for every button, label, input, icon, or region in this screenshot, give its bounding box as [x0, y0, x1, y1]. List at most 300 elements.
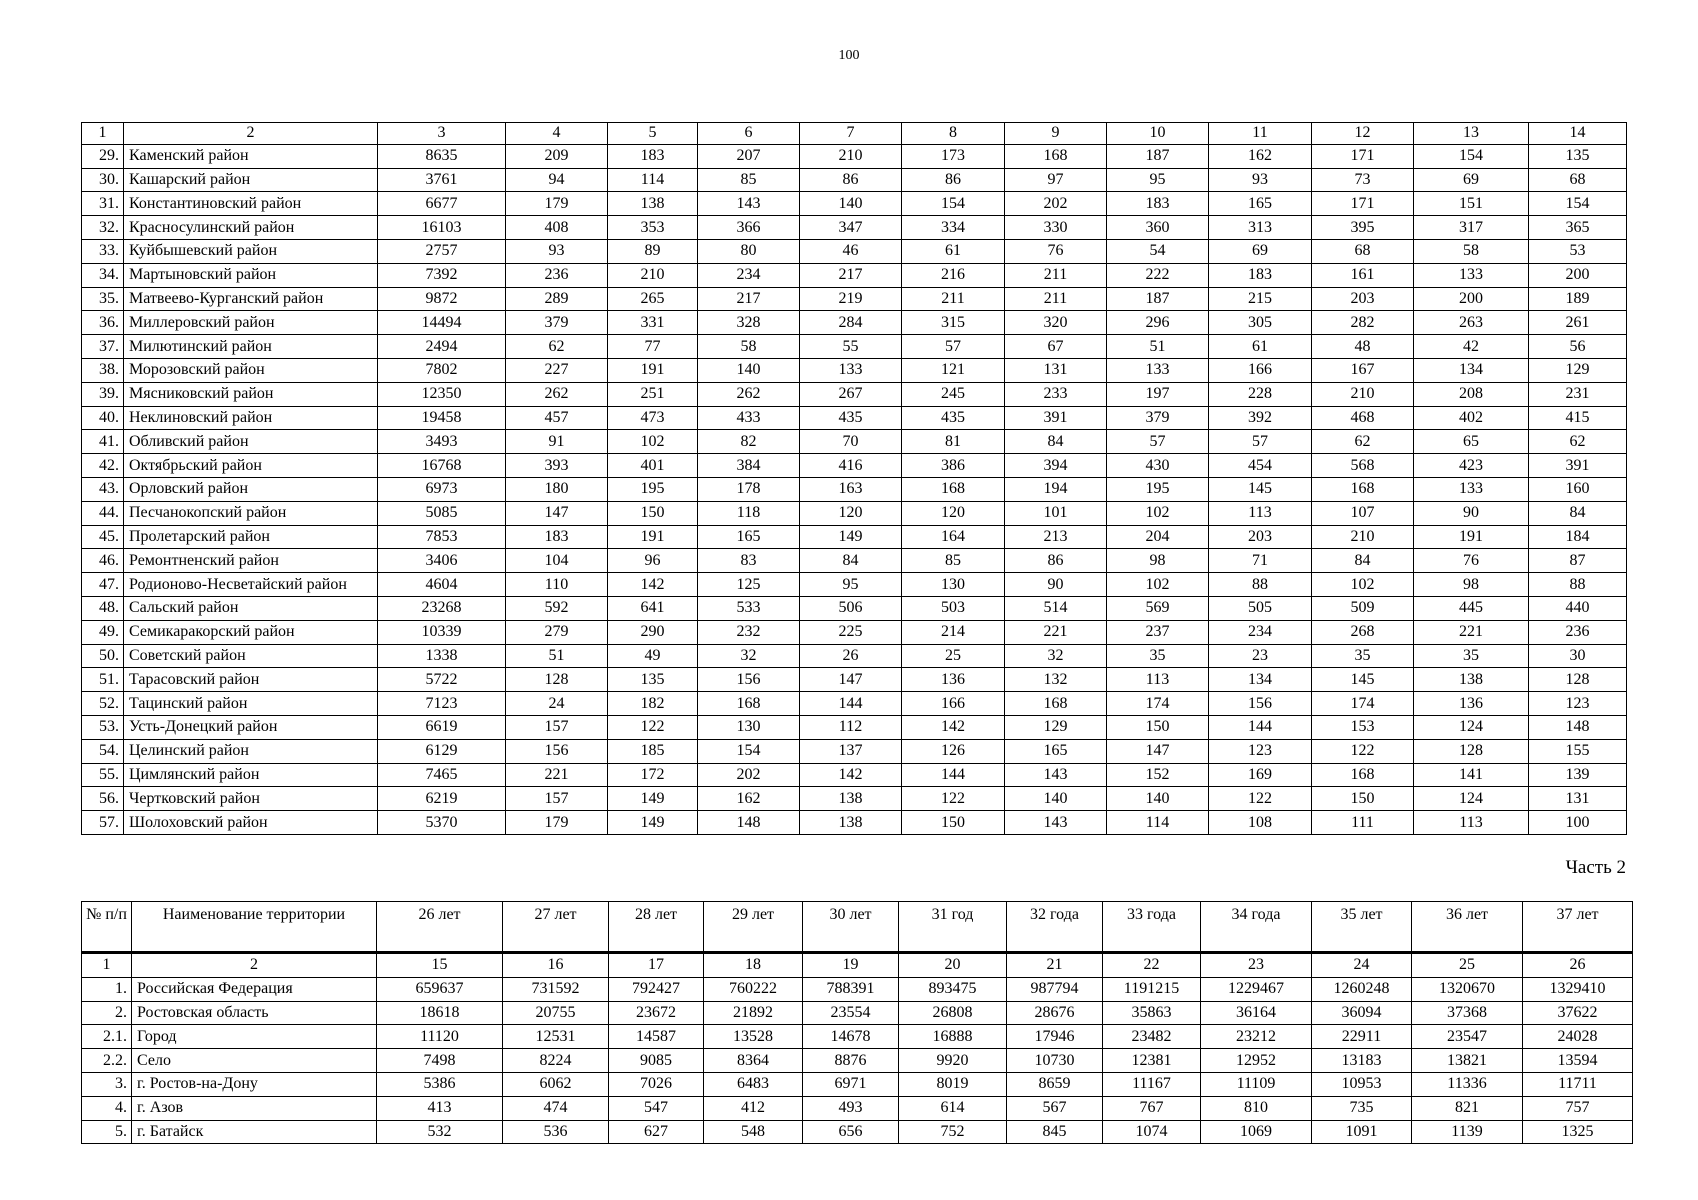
value-cell: 180 [506, 477, 608, 501]
value-cell: 191 [608, 525, 698, 549]
value-cell: 120 [800, 501, 902, 525]
value-cell: 123 [1529, 692, 1627, 716]
value-cell: 129 [1529, 358, 1627, 382]
value-cell: 365 [1529, 216, 1627, 240]
value-cell: 214 [902, 620, 1005, 644]
table-row [82, 644, 1627, 668]
value-cell: 129 [1005, 715, 1107, 739]
value-cell: 113 [1107, 668, 1209, 692]
value-cell: 167 [1312, 358, 1414, 382]
value-cell: 236 [1529, 620, 1627, 644]
value-cell: 445 [1414, 596, 1529, 620]
column-header-cell: № п/п [82, 902, 132, 953]
territory-name-cell: Милютинский район [124, 335, 378, 359]
value-cell: 69 [1414, 168, 1529, 192]
value-cell: 138 [608, 192, 698, 216]
value-cell: 131 [1529, 787, 1627, 811]
value-cell: 547 [609, 1096, 704, 1120]
value-cell: 90 [1414, 501, 1529, 525]
value-cell: 16888 [899, 1025, 1007, 1049]
value-cell: 1074 [1103, 1120, 1201, 1144]
column-index-cell: 25 [1412, 953, 1523, 978]
value-cell: 251 [608, 382, 698, 406]
row-number-cell: 35. [82, 287, 124, 311]
territory-name-cell: Ремонтненский район [124, 549, 378, 573]
value-cell: 144 [800, 692, 902, 716]
value-cell: 32 [1005, 644, 1107, 668]
column-header-cell: 29 лет [704, 902, 803, 953]
value-cell: 12952 [1201, 1049, 1312, 1073]
value-cell: 173 [902, 144, 1005, 168]
value-cell: 93 [1209, 168, 1312, 192]
value-cell: 209 [506, 144, 608, 168]
row-number-cell: 31. [82, 192, 124, 216]
value-cell: 614 [899, 1096, 1007, 1120]
value-cell: 532 [377, 1120, 503, 1144]
value-cell: 155 [1529, 739, 1627, 763]
value-cell: 219 [800, 287, 902, 311]
page-number: 100 [838, 48, 860, 63]
territory-name-cell: Пролетарский район [124, 525, 378, 549]
value-cell: 54 [1107, 239, 1209, 263]
value-cell: 536 [503, 1120, 609, 1144]
value-cell: 245 [902, 382, 1005, 406]
table-row [82, 739, 1627, 763]
value-cell: 21892 [704, 1001, 803, 1025]
value-cell: 11167 [1103, 1072, 1201, 1096]
value-cell: 97 [1005, 168, 1107, 192]
value-cell: 148 [698, 811, 800, 835]
value-cell: 179 [506, 192, 608, 216]
value-cell: 1191215 [1103, 977, 1201, 1001]
value-cell: 194 [1005, 477, 1107, 501]
value-cell: 767 [1103, 1096, 1201, 1120]
value-cell: 137 [800, 739, 902, 763]
value-cell: 8364 [704, 1049, 803, 1073]
table-row [82, 668, 1627, 692]
column-header-cell: 36 лет [1412, 902, 1523, 953]
value-cell: 6677 [378, 192, 506, 216]
value-cell: 139 [1529, 763, 1627, 787]
value-cell: 157 [506, 787, 608, 811]
value-cell: 435 [902, 406, 1005, 430]
value-cell: 133 [1414, 263, 1529, 287]
value-cell: 331 [608, 311, 698, 335]
value-cell: 133 [1107, 358, 1209, 382]
column-header-cell: 31 год [899, 902, 1007, 953]
value-cell: 189 [1529, 287, 1627, 311]
table-row [82, 263, 1627, 287]
column-index-cell: 6 [698, 123, 800, 145]
value-cell: 16103 [378, 216, 506, 240]
value-cell: 393 [506, 454, 608, 478]
value-cell: 138 [800, 811, 902, 835]
value-cell: 168 [1005, 692, 1107, 716]
value-cell: 320 [1005, 311, 1107, 335]
value-cell: 366 [698, 216, 800, 240]
value-cell: 503 [902, 596, 1005, 620]
row-number-cell: 2.1. [82, 1025, 132, 1049]
value-cell: 183 [1209, 263, 1312, 287]
value-cell: 7123 [378, 692, 506, 716]
column-index-cell: 22 [1103, 953, 1201, 978]
value-cell: 90 [1005, 573, 1107, 597]
value-cell: 143 [1005, 811, 1107, 835]
value-cell: 61 [902, 239, 1005, 263]
value-cell: 143 [1005, 763, 1107, 787]
table-row [82, 787, 1627, 811]
value-cell: 207 [698, 144, 800, 168]
value-cell: 2494 [378, 335, 506, 359]
value-cell: 416 [800, 454, 902, 478]
value-cell: 162 [698, 787, 800, 811]
row-number-cell: 44. [82, 501, 124, 525]
column-index-cell: 11 [1209, 123, 1312, 145]
territory-name-cell: Село [132, 1049, 377, 1073]
value-cell: 88 [1529, 573, 1627, 597]
value-cell: 232 [698, 620, 800, 644]
value-cell: 2757 [378, 239, 506, 263]
value-cell: 110 [506, 573, 608, 597]
row-number-cell: 55. [82, 763, 124, 787]
value-cell: 147 [800, 668, 902, 692]
table-row [82, 715, 1627, 739]
value-cell: 183 [608, 144, 698, 168]
value-cell: 168 [1005, 144, 1107, 168]
value-cell: 140 [1107, 787, 1209, 811]
value-cell: 568 [1312, 454, 1414, 478]
value-cell: 9085 [609, 1049, 704, 1073]
column-header-cell: 32 года [1007, 902, 1103, 953]
value-cell: 86 [800, 168, 902, 192]
value-cell: 62 [506, 335, 608, 359]
table-row [82, 1072, 1633, 1096]
territory-name-cell: Ростовская область [132, 1001, 377, 1025]
value-cell: 166 [902, 692, 1005, 716]
column-index-cell: 26 [1523, 953, 1633, 978]
territory-name-cell: Семикаракорский район [124, 620, 378, 644]
value-cell: 263 [1414, 311, 1529, 335]
value-cell: 95 [1107, 168, 1209, 192]
table-header-row [82, 902, 1633, 953]
column-index-cell: 3 [378, 123, 506, 145]
column-index-cell: 2 [132, 953, 377, 978]
value-cell: 135 [608, 668, 698, 692]
value-cell: 162 [1209, 144, 1312, 168]
column-index-cell: 16 [503, 953, 609, 978]
row-number-cell: 49. [82, 620, 124, 644]
value-cell: 216 [902, 263, 1005, 287]
value-cell: 57 [1107, 430, 1209, 454]
value-cell: 236 [506, 263, 608, 287]
table-row [82, 311, 1627, 335]
value-cell: 14494 [378, 311, 506, 335]
value-cell: 154 [1414, 144, 1529, 168]
value-cell: 145 [1209, 477, 1312, 501]
column-index-cell: 5 [608, 123, 698, 145]
value-cell: 296 [1107, 311, 1209, 335]
row-number-cell: 52. [82, 692, 124, 716]
value-cell: 108 [1209, 811, 1312, 835]
value-cell: 28676 [1007, 1001, 1103, 1025]
value-cell: 394 [1005, 454, 1107, 478]
value-cell: 197 [1107, 382, 1209, 406]
value-cell: 35 [1312, 644, 1414, 668]
value-cell: 149 [800, 525, 902, 549]
value-cell: 548 [704, 1120, 803, 1144]
value-cell: 68 [1312, 239, 1414, 263]
value-cell: 95 [800, 573, 902, 597]
value-cell: 384 [698, 454, 800, 478]
value-cell: 57 [1209, 430, 1312, 454]
value-cell: 228 [1209, 382, 1312, 406]
territory-name-cell: Город [132, 1025, 377, 1049]
value-cell: 135 [1529, 144, 1627, 168]
value-cell: 6219 [378, 787, 506, 811]
row-number-cell: 45. [82, 525, 124, 549]
value-cell: 62 [1312, 430, 1414, 454]
table-row [82, 477, 1627, 501]
value-cell: 134 [1414, 358, 1529, 382]
column-index-cell: 18 [704, 953, 803, 978]
value-cell: 130 [698, 715, 800, 739]
territory-name-cell: Обливский район [124, 430, 378, 454]
value-cell: 26 [800, 644, 902, 668]
territory-name-cell: Тацинский район [124, 692, 378, 716]
value-cell: 210 [800, 144, 902, 168]
table-row [82, 239, 1627, 263]
value-cell: 217 [800, 263, 902, 287]
row-number-cell: 5. [82, 1120, 132, 1144]
value-cell: 98 [1414, 573, 1529, 597]
value-cell: 98 [1107, 549, 1209, 573]
value-cell: 169 [1209, 763, 1312, 787]
row-number-cell: 43. [82, 477, 124, 501]
value-cell: 37368 [1412, 1001, 1523, 1025]
value-cell: 100 [1529, 811, 1627, 835]
value-cell: 96 [608, 549, 698, 573]
value-cell: 289 [506, 287, 608, 311]
value-cell: 211 [1005, 287, 1107, 311]
value-cell: 227 [506, 358, 608, 382]
column-index-cell: 14 [1529, 123, 1627, 145]
value-cell: 132 [1005, 668, 1107, 692]
value-cell: 14587 [609, 1025, 704, 1049]
value-cell: 8224 [503, 1049, 609, 1073]
value-cell: 80 [698, 239, 800, 263]
value-cell: 493 [803, 1096, 899, 1120]
value-cell: 379 [506, 311, 608, 335]
value-cell: 154 [698, 739, 800, 763]
value-cell: 165 [1209, 192, 1312, 216]
value-cell: 473 [608, 406, 698, 430]
table-row [82, 382, 1627, 406]
value-cell: 7853 [378, 525, 506, 549]
value-cell: 221 [506, 763, 608, 787]
value-cell: 474 [503, 1096, 609, 1120]
value-cell: 788391 [803, 977, 899, 1001]
value-cell: 4604 [378, 573, 506, 597]
value-cell: 413 [377, 1096, 503, 1120]
value-cell: 122 [1312, 739, 1414, 763]
value-cell: 104 [506, 549, 608, 573]
value-cell: 315 [902, 311, 1005, 335]
value-cell: 893475 [899, 977, 1007, 1001]
value-cell: 412 [704, 1096, 803, 1120]
value-cell: 423 [1414, 454, 1529, 478]
value-cell: 58 [698, 335, 800, 359]
value-cell: 172 [608, 763, 698, 787]
column-index-cell: 9 [1005, 123, 1107, 145]
value-cell: 195 [608, 477, 698, 501]
column-index-cell: 15 [377, 953, 503, 978]
row-number-cell: 56. [82, 787, 124, 811]
table-row [82, 287, 1627, 311]
value-cell: 392 [1209, 406, 1312, 430]
value-cell: 157 [506, 715, 608, 739]
column-index-cell: 7 [800, 123, 902, 145]
value-cell: 36164 [1201, 1001, 1312, 1025]
territory-name-cell: Октябрьский район [124, 454, 378, 478]
value-cell: 3493 [378, 430, 506, 454]
column-index-cell: 19 [803, 953, 899, 978]
row-number-cell: 57. [82, 811, 124, 835]
value-cell: 118 [698, 501, 800, 525]
value-cell: 1069 [1201, 1120, 1312, 1144]
value-cell: 313 [1209, 216, 1312, 240]
value-cell: 5370 [378, 811, 506, 835]
value-cell: 656 [803, 1120, 899, 1144]
value-cell: 433 [698, 406, 800, 430]
value-cell: 7498 [377, 1049, 503, 1073]
value-cell: 37622 [1523, 1001, 1633, 1025]
value-cell: 113 [1209, 501, 1312, 525]
territory-name-cell: Цимлянский район [124, 763, 378, 787]
value-cell: 23268 [378, 596, 506, 620]
value-cell: 35 [1414, 644, 1529, 668]
value-cell: 22911 [1312, 1025, 1412, 1049]
value-cell: 200 [1414, 287, 1529, 311]
value-cell: 213 [1005, 525, 1107, 549]
value-cell: 184 [1529, 525, 1627, 549]
value-cell: 347 [800, 216, 902, 240]
row-number-cell: 2. [82, 1001, 132, 1025]
value-cell: 505 [1209, 596, 1312, 620]
column-index-cell: 24 [1312, 953, 1412, 978]
table-row [82, 501, 1627, 525]
row-number-cell: 48. [82, 596, 124, 620]
value-cell: 156 [698, 668, 800, 692]
column-header-cell: 37 лет [1523, 902, 1633, 953]
value-cell: 58 [1414, 239, 1529, 263]
value-cell: 204 [1107, 525, 1209, 549]
value-cell: 147 [506, 501, 608, 525]
value-cell: 71 [1209, 549, 1312, 573]
value-cell: 23672 [609, 1001, 704, 1025]
value-cell: 210 [1312, 382, 1414, 406]
value-cell: 143 [698, 192, 800, 216]
territory-name-cell: г. Азов [132, 1096, 377, 1120]
value-cell: 183 [506, 525, 608, 549]
table-row [82, 1049, 1633, 1073]
value-cell: 174 [1312, 692, 1414, 716]
value-cell: 51 [506, 644, 608, 668]
value-cell: 262 [506, 382, 608, 406]
value-cell: 142 [902, 715, 1005, 739]
value-cell: 51 [1107, 335, 1209, 359]
value-cell: 151 [1414, 192, 1529, 216]
value-cell: 68 [1529, 168, 1627, 192]
value-cell: 627 [609, 1120, 704, 1144]
value-cell: 234 [698, 263, 800, 287]
value-cell: 171 [1312, 192, 1414, 216]
value-cell: 164 [902, 525, 1005, 549]
value-cell: 23 [1209, 644, 1312, 668]
value-cell: 35863 [1103, 1001, 1201, 1025]
value-cell: 35 [1107, 644, 1209, 668]
value-cell: 69 [1209, 239, 1312, 263]
value-cell: 25 [902, 644, 1005, 668]
value-cell: 6062 [503, 1072, 609, 1096]
value-cell: 36094 [1312, 1001, 1412, 1025]
value-cell: 150 [1312, 787, 1414, 811]
value-cell: 111 [1312, 811, 1414, 835]
value-cell: 86 [902, 168, 1005, 192]
value-cell: 55 [800, 335, 902, 359]
value-cell: 8659 [1007, 1072, 1103, 1096]
value-cell: 454 [1209, 454, 1312, 478]
value-cell: 731592 [503, 977, 609, 1001]
table-part-1 [81, 122, 1627, 835]
value-cell: 210 [1312, 525, 1414, 549]
value-cell: 91 [506, 430, 608, 454]
value-cell: 187 [1107, 144, 1209, 168]
value-cell: 1260248 [1312, 977, 1412, 1001]
column-index-cell: 23 [1201, 953, 1312, 978]
value-cell: 468 [1312, 406, 1414, 430]
part-label: Часть 2 [1565, 857, 1626, 878]
table-row [82, 168, 1627, 192]
row-number-cell: 38. [82, 358, 124, 382]
value-cell: 144 [1209, 715, 1312, 739]
value-cell: 85 [902, 549, 1005, 573]
table-row [82, 1120, 1633, 1144]
row-number-cell: 42. [82, 454, 124, 478]
value-cell: 191 [608, 358, 698, 382]
column-header-cell: Наименование территории [132, 902, 377, 953]
value-cell: 161 [1312, 263, 1414, 287]
value-cell: 211 [1005, 263, 1107, 287]
value-cell: 133 [1414, 477, 1529, 501]
value-cell: 282 [1312, 311, 1414, 335]
value-cell: 379 [1107, 406, 1209, 430]
value-cell: 211 [902, 287, 1005, 311]
column-index-cell: 1 [82, 953, 132, 978]
value-cell: 134 [1209, 668, 1312, 692]
value-cell: 222 [1107, 263, 1209, 287]
value-cell: 11120 [377, 1025, 503, 1049]
territory-name-cell: Каменский район [124, 144, 378, 168]
value-cell: 203 [1312, 287, 1414, 311]
value-cell: 533 [698, 596, 800, 620]
value-cell: 7465 [378, 763, 506, 787]
value-cell: 353 [608, 216, 698, 240]
value-cell: 457 [506, 406, 608, 430]
value-cell: 112 [800, 715, 902, 739]
territory-name-cell: Российская Федерация [132, 977, 377, 1001]
value-cell: 262 [698, 382, 800, 406]
table-part-2 [81, 901, 1633, 1144]
